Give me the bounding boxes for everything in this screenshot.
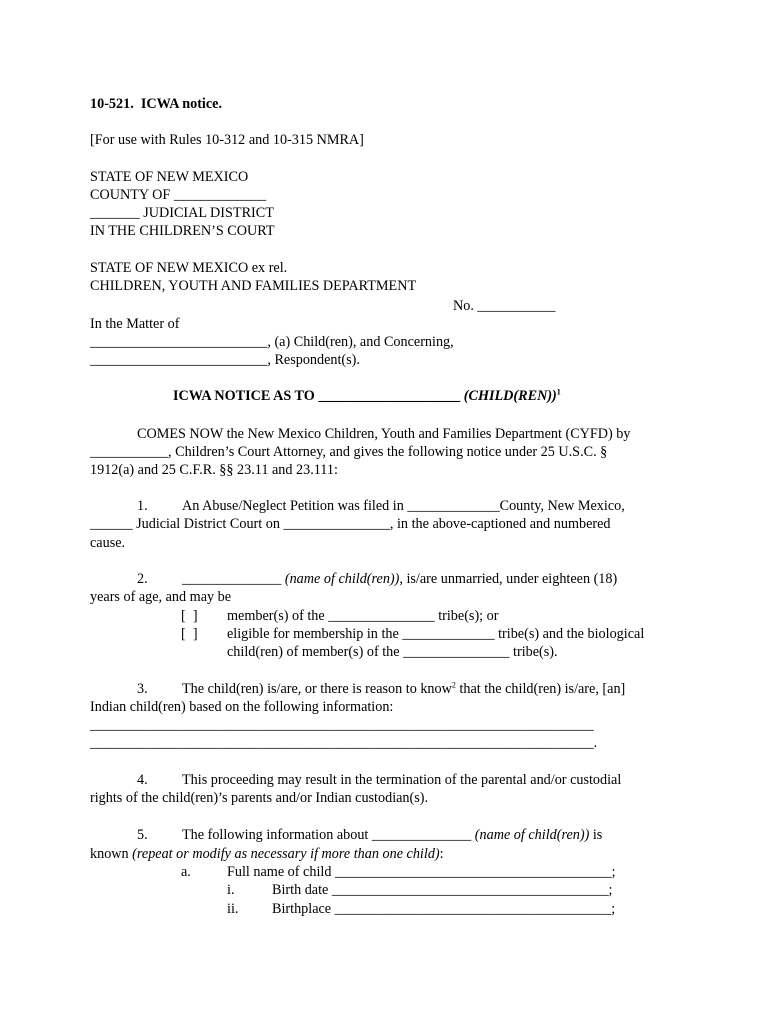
paragraph-5-instruction: (repeat or modify as necessary if more than one child) [132, 846, 440, 862]
paragraph-5-text: The following information about ______________ [182, 827, 475, 843]
paragraph-3-text: The child(ren) is/are, or there is reason to know [182, 681, 452, 697]
member-checkbox[interactable]: [ ] [181, 608, 198, 624]
birth-date-field[interactable]: Birth date _______________________________________; [272, 882, 613, 898]
birthplace-field[interactable]: Birthplace _______________________________________; [272, 901, 616, 917]
paragraph-1-line-1: An Abuse/Neglect Petition was filed in _____________County, New Mexico, [182, 498, 625, 514]
footnote-mark-1: 1 [556, 387, 561, 397]
respondents-line: _________________________, Respondent(s). [90, 352, 360, 368]
full-name-field[interactable]: Full name of child _______________________________________; [227, 864, 616, 880]
notice-title-text: ICWA NOTICE AS TO ____________________ [173, 388, 464, 404]
notice-title-italic: (CHILD(REN)) [463, 388, 557, 404]
paragraph-1-line-3: cause. [90, 535, 126, 551]
caption-district: _______ JUDICIAL DISTRICT [90, 205, 274, 221]
paragraph-5-line-2 [90, 845, 444, 863]
paragraph-4-line-2: rights of the child(ren)’s parents and/or Indian custodian(s). [90, 790, 429, 806]
intro-line-3: 1912(a) and 25 C.F.R. §§ 23.11 and 23.111: [90, 462, 338, 478]
information-blank-1[interactable]: _______________________________________________________________________ [90, 717, 594, 733]
notice-title [173, 387, 561, 405]
member-option-text: member(s) of the _______________ tribe(s); or [227, 608, 499, 624]
paragraph-2-line-2: years of age, and may be [90, 589, 232, 605]
paragraph-3-line-1 [182, 680, 625, 698]
paragraph-2-number: 2. [137, 571, 148, 587]
intro-line-1: COMES NOW the New Mexico Children, Youth and Families Department (CYFD) by [137, 426, 631, 442]
paragraph-5-number: 5. [137, 827, 148, 843]
eligible-option-text: eligible for membership in the _____________ tribe(s) and the biological [227, 626, 645, 642]
paragraph-3-rest: that the child(ren) is/are, [an] [455, 681, 626, 697]
paragraph-2-rest: , is/are unmarried, under eighteen (18) [399, 571, 618, 587]
paragraph-2-line-1 [182, 570, 617, 588]
paragraph-2-italic: (name of child(ren)) [284, 571, 400, 587]
paragraph-5-italic: (name of child(ren)) [474, 827, 590, 843]
case-number: No. ___________ [453, 298, 556, 314]
footnote-mark-2: 2 [451, 680, 456, 690]
eligible-option-continued: child(ren) of member(s) of the _______________ tribe(s). [227, 644, 558, 660]
caption-county: COUNTY OF _____________ [90, 187, 267, 203]
paragraph-5-known: known [90, 846, 133, 862]
paragraph-3-number: 3. [137, 681, 148, 697]
information-blank-2[interactable]: _______________________________________________________________________. [90, 735, 598, 751]
caption-department: CHILDREN, YOUTH AND FAMILIES DEPARTMENT [90, 278, 417, 294]
paragraph-1-line-2: ______ Judicial District Court on _______________, in the above-captioned and numbered [90, 516, 611, 532]
form-heading: 10-521. ICWA notice. [90, 96, 223, 112]
in-the-matter-of: In the Matter of [90, 316, 180, 332]
paragraph-4-number: 4. [137, 772, 148, 788]
caption-court: IN THE CHILDREN’S COURT [90, 223, 275, 239]
paragraph-4-line-1: This proceeding may result in the termination of the parental and/or custodial [182, 772, 622, 788]
paragraph-5-rest: is [589, 827, 603, 843]
item-ii-label: ii. [227, 901, 239, 917]
paragraph-3-line-2: Indian child(ren) based on the following information: [90, 699, 394, 715]
children-line: _________________________, (a) Child(ren), and Concerning, [90, 334, 454, 350]
item-a-label: a. [181, 864, 191, 880]
caption-state: STATE OF NEW MEXICO [90, 169, 249, 185]
eligible-checkbox[interactable]: [ ] [181, 626, 198, 642]
paragraph-5-line-1 [182, 826, 602, 844]
rules-note: [For use with Rules 10-312 and 10-315 NMRA] [90, 132, 364, 148]
paragraph-2-blank: ______________ [182, 571, 285, 587]
paragraph-5-colon: : [439, 846, 444, 862]
caption-ex-rel: STATE OF NEW MEXICO ex rel. [90, 260, 288, 276]
intro-line-2: ___________, Children’s Court Attorney, and gives the following notice under 25 U.S.C. § [90, 444, 608, 460]
item-i-label: i. [227, 882, 235, 898]
paragraph-1-number: 1. [137, 498, 148, 514]
